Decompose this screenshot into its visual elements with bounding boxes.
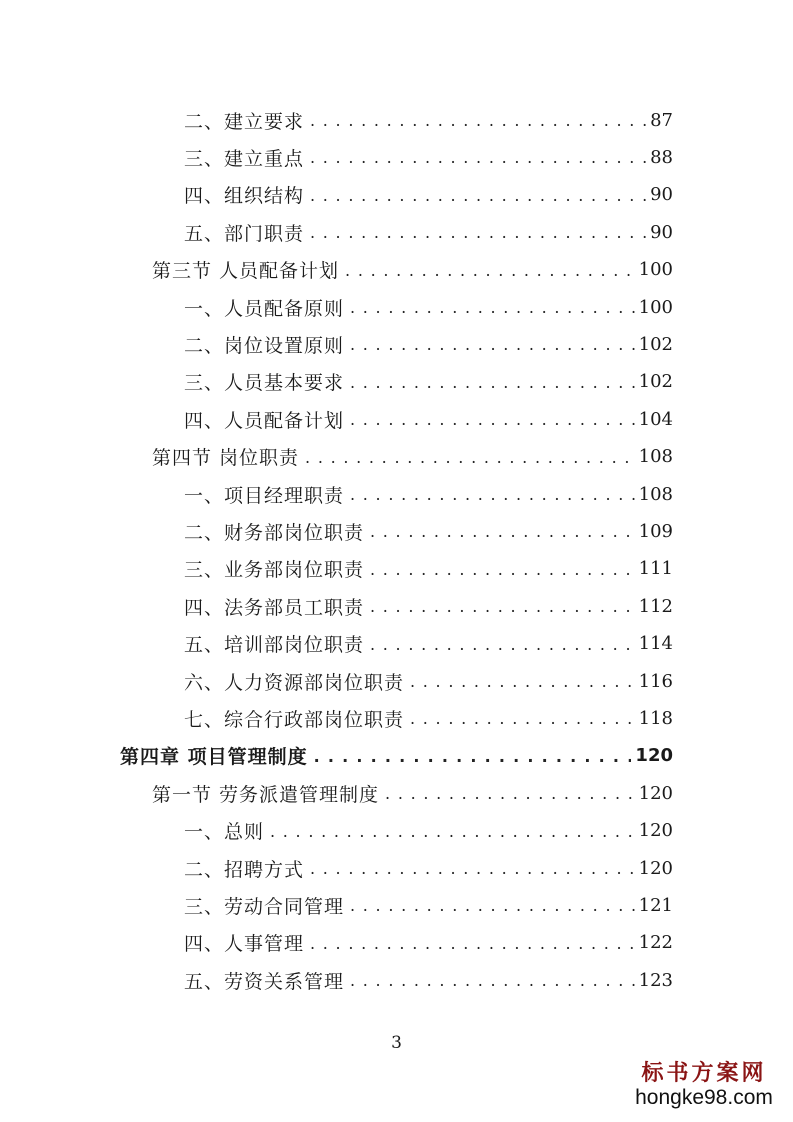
toc-entry-item[interactable] xyxy=(184,292,673,322)
toc-dot-leader xyxy=(410,670,635,692)
toc-dot-leader xyxy=(350,483,635,505)
toc-entry-page-number: 100 xyxy=(638,259,673,281)
toc-entry-title: 二、财务部岗位职责 xyxy=(184,521,365,544)
toc-entry-item[interactable] xyxy=(184,217,673,247)
toc-entry-title: 三、人员基本要求 xyxy=(184,372,345,395)
toc-entry-chapter[interactable] xyxy=(120,741,673,771)
toc-entry-section[interactable] xyxy=(152,255,673,285)
toc-entry-item[interactable] xyxy=(184,890,673,920)
toc-entry-page-number: 114 xyxy=(638,633,673,655)
toc-entry-title: 四、组织结构 xyxy=(184,185,305,208)
toc-entry-item[interactable] xyxy=(184,105,673,135)
toc-entry-item[interactable] xyxy=(184,329,673,359)
toc-entry-page-number: 116 xyxy=(638,670,673,692)
toc-entry-item[interactable] xyxy=(184,965,673,995)
toc-dot-leader xyxy=(370,558,635,580)
toc-entry-page-number: 123 xyxy=(638,969,673,991)
toc-dot-leader xyxy=(350,969,635,991)
toc-dot-leader xyxy=(270,820,635,842)
toc-entry-title: 四、人事管理 xyxy=(184,933,305,956)
toc-entry-section[interactable] xyxy=(152,442,673,472)
toc-dot-leader xyxy=(310,857,635,879)
toc-entry-title: 第四章 项目管理制度 xyxy=(120,746,308,769)
toc-entry-item[interactable] xyxy=(184,666,673,696)
toc-entry-page-number: 100 xyxy=(638,296,673,318)
toc-entry-page-number: 90 xyxy=(650,221,673,243)
toc-entry-item[interactable] xyxy=(184,703,673,733)
toc-entry-section[interactable] xyxy=(152,778,673,808)
toc-entry-page-number: 121 xyxy=(638,894,673,916)
toc-entry-item[interactable] xyxy=(184,479,673,509)
toc-entry-page-number: 102 xyxy=(638,371,673,393)
toc-entry-page-number: 102 xyxy=(638,333,673,355)
toc-entry-page-number: 112 xyxy=(638,595,673,617)
toc-dot-leader xyxy=(370,520,635,542)
toc-entry-item[interactable] xyxy=(184,629,673,659)
toc-entry-page-number: 87 xyxy=(650,109,673,131)
page-number: 3 xyxy=(391,1033,402,1053)
toc-entry-item[interactable] xyxy=(184,928,673,958)
toc-dot-leader xyxy=(310,221,646,243)
toc-entry-item[interactable] xyxy=(184,367,673,397)
toc-dot-leader xyxy=(345,259,635,281)
toc-entry-title: 一、人员配备原则 xyxy=(184,297,345,320)
toc-dot-leader xyxy=(350,371,635,393)
toc-entry-title: 二、岗位设置原则 xyxy=(184,334,345,357)
toc-dot-leader xyxy=(305,446,635,468)
toc-entry-title: 三、建立重点 xyxy=(184,147,305,170)
toc-entry-title: 一、项目经理职责 xyxy=(184,484,345,507)
toc-entry-page-number: 88 xyxy=(650,146,673,168)
toc-entry-item[interactable] xyxy=(184,554,673,584)
toc-entry-item[interactable] xyxy=(184,516,673,546)
watermark-chinese-text: 标书方案网 xyxy=(641,1060,767,1086)
toc-entry-title: 五、培训部岗位职责 xyxy=(184,634,365,657)
toc-entry-page-number: 111 xyxy=(638,558,673,580)
site-watermark xyxy=(629,1060,779,1110)
toc-entry-page-number: 90 xyxy=(650,184,673,206)
toc-entry-page-number: 108 xyxy=(638,483,673,505)
toc-dot-leader xyxy=(410,707,635,729)
toc-dot-leader xyxy=(310,932,635,954)
toc-dot-leader xyxy=(350,894,635,916)
toc-dot-leader xyxy=(350,408,635,430)
toc-entry-title: 四、法务部员工职责 xyxy=(184,596,365,619)
toc-dot-leader xyxy=(370,595,635,617)
toc-entry-title: 四、人员配备计划 xyxy=(184,409,345,432)
toc-entry-title: 六、人力资源部岗位职责 xyxy=(184,671,405,694)
toc-entry-item[interactable] xyxy=(184,180,673,210)
toc-dot-leader xyxy=(350,296,635,318)
toc-entry-title: 五、劳资关系管理 xyxy=(184,970,345,993)
toc-entry-title: 二、招聘方式 xyxy=(184,858,305,881)
toc-entry-page-number: 118 xyxy=(638,707,673,729)
toc-dot-leader xyxy=(310,109,646,131)
toc-entry-title: 第一节 劳务派遣管理制度 xyxy=(152,783,380,806)
toc-dot-leader xyxy=(310,184,646,206)
toc-entry-title: 第三节 人员配备计划 xyxy=(152,260,340,283)
toc-entry-page-number: 104 xyxy=(638,408,673,430)
toc-entry-title: 五、部门职责 xyxy=(184,222,305,245)
toc-dot-leader xyxy=(370,633,635,655)
toc-dot-leader xyxy=(385,782,635,804)
toc-entry-page-number: 120 xyxy=(635,745,673,767)
toc-entry-title: 二、建立要求 xyxy=(184,110,305,133)
toc-entry-item[interactable] xyxy=(184,816,673,846)
toc-entry-title: 第四节 岗位职责 xyxy=(152,447,300,470)
toc-entry-title: 三、劳动合同管理 xyxy=(184,895,345,918)
toc-dot-leader xyxy=(314,745,632,767)
toc-entry-page-number: 108 xyxy=(638,446,673,468)
toc-entry-item[interactable] xyxy=(184,853,673,883)
toc-dot-leader xyxy=(310,146,646,168)
toc-entry-item[interactable] xyxy=(184,142,673,172)
watermark-domain-text: hongke98.com xyxy=(635,1086,773,1109)
toc-entry-item[interactable] xyxy=(184,591,673,621)
toc-entry-page-number: 109 xyxy=(638,520,673,542)
toc-entry-page-number: 120 xyxy=(638,820,673,842)
toc-entry-item[interactable] xyxy=(184,404,673,434)
toc-entry-title: 三、业务部岗位职责 xyxy=(184,559,365,582)
toc-entry-page-number: 122 xyxy=(638,932,673,954)
toc-entry-title: 一、总则 xyxy=(184,821,265,844)
toc-dot-leader xyxy=(350,333,635,355)
toc-entry-page-number: 120 xyxy=(638,857,673,879)
toc-entry-title: 七、综合行政部岗位职责 xyxy=(184,708,405,731)
toc-entry-page-number: 120 xyxy=(638,782,673,804)
